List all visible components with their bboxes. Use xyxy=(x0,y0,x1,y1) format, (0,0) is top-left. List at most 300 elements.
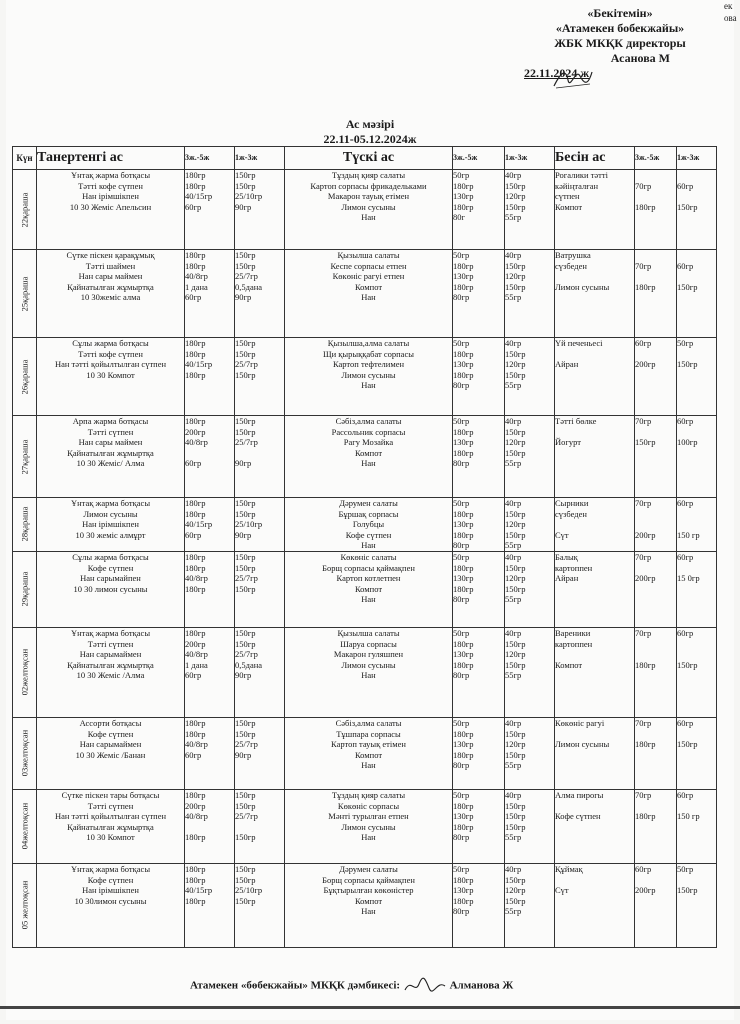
lunch-portion-3-5-line: 50гр xyxy=(453,170,470,180)
snack-dishes-line: Балық xyxy=(555,551,578,562)
lunch-portion-3-5-line: 180гр xyxy=(453,426,474,437)
lunch-portion-1-3-line: 150гр xyxy=(505,800,526,811)
header-snack-age2: 1ж-3ж xyxy=(677,147,717,170)
breakfast-portion-1-3 xyxy=(235,250,285,338)
snack-portion-1-3-line xyxy=(677,250,716,261)
lunch-portion-3-5 xyxy=(453,416,505,498)
lunch-dishes xyxy=(285,717,453,789)
breakfast-portion-3-5-line: 180гр xyxy=(185,832,206,843)
snack-portion-3-5-line: 200гр xyxy=(635,885,656,896)
breakfast-dishes xyxy=(37,627,185,717)
snack-portion-3-5-line: 60гр xyxy=(635,863,652,874)
lunch-dishes-line: Сәбіз,алма салаты xyxy=(335,416,402,426)
breakfast-dishes-line: Тәтті кофе сүтпен xyxy=(78,348,143,359)
snack-dishes-line: картоппен xyxy=(555,638,593,649)
snack-portion-1-3-line: 150 гр xyxy=(677,811,700,822)
breakfast-portion-1-3-line: 150гр xyxy=(235,250,256,260)
snack-dishes-line: Компот xyxy=(555,201,583,212)
breakfast-portion-1-3-line: 25/7гр xyxy=(235,437,258,448)
snack-dishes-line xyxy=(555,349,634,360)
lunch-portion-1-3-line: 150гр xyxy=(505,369,526,380)
lunch-portion-3-5 xyxy=(453,717,505,789)
breakfast-portion-3-5-line: 180гр xyxy=(185,562,206,573)
lunch-portion-3-5-line: 180гр xyxy=(453,201,474,212)
lunch-portion-3-5-line: 80гр xyxy=(453,832,470,843)
lunch-portion-1-3-line: 55гр xyxy=(505,670,522,681)
snack-portion-3-5 xyxy=(635,789,677,863)
snack-dishes-line: Компот xyxy=(555,659,583,670)
snack-portion-3-5-line xyxy=(635,170,676,181)
snack-dishes-line: Рогалики тәтті xyxy=(555,170,608,180)
lunch-portion-1-3-line: 150гр xyxy=(505,749,526,760)
breakfast-portion-1-3-line: 25/7гр xyxy=(235,359,258,370)
lunch-portion-3-5-line: 50гр xyxy=(453,250,470,260)
lunch-portion-1-3 xyxy=(505,498,555,552)
snack-dishes xyxy=(555,498,635,552)
breakfast-portion-1-3-line: 0,5дана xyxy=(235,659,263,670)
lunch-portion-3-5-line: 130гр xyxy=(453,271,474,282)
snack-portion-3-5-line xyxy=(635,271,676,282)
snack-portion-1-3-line: 60гр xyxy=(677,627,694,638)
snack-portion-3-5 xyxy=(635,250,677,338)
lunch-portion-1-3-line: 40гр xyxy=(505,338,522,348)
director-signature xyxy=(552,66,594,90)
day-cell xyxy=(13,498,37,552)
breakfast-dishes-line: Нан ірімшікпен xyxy=(82,519,139,530)
header-lunch: Түскі ас xyxy=(285,147,453,170)
breakfast-dishes-line: Нан сарымаймен xyxy=(79,739,142,750)
header-snack-age1: 3ж.-5ж xyxy=(635,147,677,170)
lunch-dishes-line: Бұршақ сорпасы xyxy=(338,508,399,519)
header-lunch-age1: 3ж.-5ж xyxy=(453,147,505,170)
breakfast-portion-3-5-line: 40/15гр xyxy=(185,885,213,896)
breakfast-portion-1-3-line: 90гр xyxy=(235,670,252,681)
snack-dishes xyxy=(555,416,635,498)
breakfast-portion-3-5 xyxy=(185,627,235,717)
lunch-dishes-line: Дәрумен салаты xyxy=(339,498,398,508)
lunch-portion-1-3-line: 55гр xyxy=(505,292,522,303)
lunch-portion-1-3-line: 55гр xyxy=(505,906,522,917)
breakfast-dishes-line: Ассорти ботқасы xyxy=(79,717,142,728)
lunch-portion-1-3 xyxy=(505,250,555,338)
lunch-portion-3-5 xyxy=(453,863,505,947)
snack-dishes xyxy=(555,627,635,717)
snack-portion-3-5-line xyxy=(635,509,676,520)
snack-portion-3-5 xyxy=(635,338,677,416)
breakfast-dishes-line: Лимон сусыны xyxy=(83,508,138,519)
menu-table xyxy=(12,146,717,948)
breakfast-portion-3-5-line: 60гр xyxy=(185,529,202,540)
lunch-portion-3-5-line: 50гр xyxy=(453,338,470,348)
lunch-portion-3-5-line: 80гр xyxy=(453,670,470,681)
lunch-portion-1-3-line: 150гр xyxy=(505,281,526,292)
breakfast-portion-1-3-line xyxy=(235,448,284,459)
lunch-portion-3-5-line: 130гр xyxy=(453,437,474,448)
lunch-portion-1-3-line: 55гр xyxy=(505,540,522,551)
breakfast-dishes-line: Тәтті сүтпен xyxy=(87,800,134,811)
breakfast-dishes xyxy=(37,717,185,789)
snack-portion-1-3-line: 60гр xyxy=(677,260,694,271)
snack-portion-3-5-line xyxy=(635,519,676,530)
breakfast-dishes-line: 10 30 Компот xyxy=(86,832,135,843)
breakfast-dishes-line: Ұнтақ жарма ботқасы xyxy=(70,627,151,638)
snack-portion-1-3-line xyxy=(677,191,716,202)
breakfast-portion-1-3-line: 90гр xyxy=(235,529,252,540)
lunch-dishes-line: Борщ сорпасы қаймақпен xyxy=(322,874,415,885)
snack-dishes-line: Лимон сусыны xyxy=(555,739,610,750)
lunch-dishes-line: Нан xyxy=(361,760,376,771)
breakfast-portion-1-3-line: 150гр xyxy=(235,728,256,739)
lunch-portion-1-3 xyxy=(505,551,555,627)
lunch-portion-3-5-line: 180гр xyxy=(453,508,474,519)
day-cell xyxy=(13,627,37,717)
lunch-portion-1-3-line: 120гр xyxy=(505,437,526,448)
lunch-dishes-line: Компот xyxy=(354,281,383,292)
lunch-portion-1-3-line: 150гр xyxy=(505,811,526,822)
lunch-dishes xyxy=(285,627,453,717)
breakfast-portion-3-5-line: 40/8гр xyxy=(185,437,208,448)
lunch-dishes-line: Кофе сүтпен xyxy=(345,529,392,540)
lunch-dishes-line: Тұздың қияр салаты xyxy=(331,170,406,180)
snack-portion-1-3-line: 150гр xyxy=(677,659,698,670)
breakfast-portion-1-3 xyxy=(235,498,285,552)
breakfast-portion-3-5 xyxy=(185,250,235,338)
breakfast-portion-3-5-line xyxy=(185,448,234,459)
breakfast-dishes-line: Нан ірімшікпен xyxy=(82,191,139,202)
lunch-portion-3-5-line: 80гр xyxy=(453,540,470,551)
lunch-portion-3-5-line: 130гр xyxy=(453,739,474,750)
breakfast-portion-3-5-line: 180гр xyxy=(185,260,206,271)
lunch-dishes-line: Нан xyxy=(361,380,376,391)
breakfast-dishes-line: Ұнтақ жарма ботқасы xyxy=(70,170,151,180)
breakfast-portion-1-3 xyxy=(235,789,285,863)
snack-dishes-line: Вареники xyxy=(555,627,591,638)
snack-dishes-line: картоппен xyxy=(555,562,593,573)
snack-dishes xyxy=(555,170,635,250)
snack-portion-3-5-line: 200гр xyxy=(635,359,656,370)
snack-portion-3-5-line: 70гр xyxy=(635,260,652,271)
snack-portion-3-5-line xyxy=(635,191,676,202)
lunch-portion-3-5-line: 180гр xyxy=(453,529,474,540)
lunch-dishes-line: Компот xyxy=(354,583,383,594)
approval-heading: «Бекітемін» xyxy=(587,6,653,20)
breakfast-dishes-line: Қайнатылған жұмыртқа xyxy=(67,281,154,292)
snack-portion-3-5-line: 70гр xyxy=(635,627,652,638)
lunch-portion-1-3 xyxy=(505,863,555,947)
lunch-dishes-line: Көкөніс салаты xyxy=(340,551,397,562)
lunch-portion-3-5-line: 80гр xyxy=(453,594,470,605)
day-date: 03желтоқсан xyxy=(19,730,30,777)
snack-portion-1-3-line: 60гр xyxy=(677,498,694,508)
breakfast-portion-1-3-line: 150гр xyxy=(235,638,256,649)
lunch-dishes-line: Лимон сусыны xyxy=(341,659,396,670)
breakfast-portion-1-3-line: 150гр xyxy=(235,789,256,800)
lunch-portion-1-3-line: 150гр xyxy=(505,874,526,885)
breakfast-dishes-line: 10 30 Жеміс Апельсин xyxy=(69,201,152,212)
breakfast-portion-3-5-line: 180гр xyxy=(185,717,206,728)
lunch-dishes-line: Кеспе сорпасы етпен xyxy=(330,260,407,271)
snack-dishes xyxy=(555,250,635,338)
lunch-portion-3-5-line: 50гр xyxy=(453,789,470,800)
breakfast-portion-1-3-line: 150гр xyxy=(235,895,256,906)
lunch-portion-1-3-line: 55гр xyxy=(505,380,522,391)
snack-portion-1-3 xyxy=(677,863,717,947)
menu-table-body xyxy=(13,170,717,948)
breakfast-portion-1-3-line: 150гр xyxy=(235,508,256,519)
snack-portion-3-5-line: 70гр xyxy=(635,551,652,562)
breakfast-dishes-line: Кофе сүтпен xyxy=(87,874,134,885)
day-date: 25қараша xyxy=(19,276,30,311)
breakfast-dishes-line: Тәтті шаймен xyxy=(85,260,136,271)
snack-dishes-line: Кофе сүтпен xyxy=(555,811,601,822)
lunch-portion-1-3-line: 40гр xyxy=(505,498,522,508)
breakfast-portion-3-5-line: 60гр xyxy=(185,749,202,760)
table-row xyxy=(13,498,717,552)
snack-portion-1-3-line xyxy=(677,349,716,360)
corner-text-2: ова xyxy=(724,13,737,23)
snack-dishes-line: Айран xyxy=(555,573,579,584)
breakfast-dishes-line: Тәтті кофе сүтпен xyxy=(78,180,143,191)
breakfast-portion-3-5-line: 40/8гр xyxy=(185,573,208,584)
lunch-portion-1-3-line: 150гр xyxy=(505,508,526,519)
snack-dishes-line: Тәтті бөлке xyxy=(555,416,597,426)
lunch-dishes xyxy=(285,789,453,863)
snack-portion-3-5 xyxy=(635,498,677,552)
snack-dishes-line xyxy=(555,519,634,530)
lunch-dishes xyxy=(285,551,453,627)
breakfast-portion-3-5-line: 1 дана xyxy=(185,659,208,670)
approval-block xyxy=(520,6,720,81)
lunch-dishes xyxy=(285,863,453,947)
snack-dishes-line: кәйіңталған xyxy=(555,180,599,191)
lunch-portion-3-5-line: 80гр xyxy=(453,458,470,469)
snack-portion-3-5-line: 60гр xyxy=(635,338,652,348)
footer-name: Алманова Ж xyxy=(449,979,514,992)
breakfast-portion-1-3-line: 90гр xyxy=(235,292,252,303)
day-date: 28қараша xyxy=(19,507,30,542)
lunch-dishes-line: Лимон сусыны xyxy=(341,821,396,832)
lunch-dishes-line: Щи қырыққабат сорпасы xyxy=(323,348,414,359)
scan-bottom-edge xyxy=(0,1006,740,1009)
lunch-dishes-line: Сәбіз,алма салаты xyxy=(335,717,402,728)
snack-dishes xyxy=(555,789,635,863)
breakfast-dishes xyxy=(37,250,185,338)
breakfast-portion-3-5-line: 60гр xyxy=(185,670,202,681)
lunch-portion-3-5-line: 180гр xyxy=(453,800,474,811)
breakfast-dishes xyxy=(37,789,185,863)
day-cell xyxy=(13,416,37,498)
lunch-dishes-line: Нан xyxy=(361,540,376,551)
lunch-portion-3-5-line: 180гр xyxy=(453,583,474,594)
snack-portion-3-5-line: 200гр xyxy=(635,529,656,540)
snack-dishes-line xyxy=(555,427,634,438)
snack-dishes-line xyxy=(555,649,634,660)
snack-dishes-line: сүзбеден xyxy=(555,260,587,271)
breakfast-portion-1-3-line: 150гр xyxy=(235,170,256,180)
breakfast-portion-1-3-line: 150гр xyxy=(235,800,256,811)
cook-signature xyxy=(403,976,447,996)
lunch-dishes-line: Шаруа сорпасы xyxy=(340,638,397,649)
breakfast-portion-1-3-line: 150гр xyxy=(235,348,256,359)
lunch-dishes xyxy=(285,250,453,338)
lunch-dishes-line: Бұқтырылған көкөністер xyxy=(323,885,414,896)
lunch-portion-3-5-line: 50гр xyxy=(453,717,470,728)
breakfast-portion-1-3-line: 25/7гр xyxy=(235,811,258,822)
lunch-dishes-line: Нан xyxy=(361,292,376,303)
snack-portion-1-3-line xyxy=(677,170,716,181)
corner-text-1: ек xyxy=(724,1,733,11)
day-date: 26қараша xyxy=(19,359,30,394)
lunch-dishes-line: Қызылша салаты xyxy=(337,250,400,260)
breakfast-portion-1-3-line: 150гр xyxy=(235,260,256,271)
snack-dishes xyxy=(555,863,635,947)
breakfast-dishes-line: Арпа жарма ботқасы xyxy=(72,416,149,426)
breakfast-dishes-line: Нан сары маймен xyxy=(78,271,143,282)
breakfast-portion-1-3-line: 150гр xyxy=(235,338,256,348)
snack-dishes-line: Үй печеньесі xyxy=(555,338,603,348)
snack-portion-1-3-line xyxy=(677,801,716,812)
lunch-portion-3-5-line: 180гр xyxy=(453,447,474,458)
breakfast-dishes-line: Кофе сүтпен xyxy=(87,562,134,573)
snack-dishes-line xyxy=(555,875,634,886)
lunch-portion-3-5-line: 130гр xyxy=(453,519,474,530)
lunch-dishes-line: Голубцы xyxy=(352,519,385,530)
day-date: 22қараша xyxy=(19,192,30,227)
snack-portion-3-5 xyxy=(635,863,677,947)
day-date: 02желтоқсан xyxy=(19,649,30,696)
snack-portion-1-3 xyxy=(677,789,717,863)
lunch-portion-1-3-line: 150гр xyxy=(505,638,526,649)
snack-portion-1-3-line: 50гр xyxy=(677,863,694,874)
lunch-portion-1-3-line: 55гр xyxy=(505,594,522,605)
breakfast-dishes-line: 10 30 жеміс алмұрт xyxy=(75,529,146,540)
lunch-portion-3-5 xyxy=(453,789,505,863)
breakfast-portion-1-3-line: 150гр xyxy=(235,498,256,508)
snack-portion-1-3-line xyxy=(677,649,716,660)
lunch-portion-1-3-line: 150гр xyxy=(505,562,526,573)
breakfast-portion-3-5-line: 180гр xyxy=(185,789,206,800)
lunch-portion-1-3-line: 40гр xyxy=(505,416,522,426)
snack-portion-1-3 xyxy=(677,717,717,789)
breakfast-dishes-line: Нан тәтті қойылтылған сүтпен xyxy=(54,359,167,370)
snack-dishes xyxy=(555,338,635,416)
lunch-portion-3-5-line: 180гр xyxy=(453,638,474,649)
snack-portion-3-5-line xyxy=(635,875,676,886)
day-cell xyxy=(13,551,37,627)
lunch-portion-3-5 xyxy=(453,551,505,627)
snack-portion-1-3-line xyxy=(677,509,716,520)
breakfast-portion-3-5 xyxy=(185,416,235,498)
lunch-portion-1-3-line: 150гр xyxy=(505,659,526,670)
lunch-dishes-line: Макарон гуляшпен xyxy=(333,649,404,660)
breakfast-portion-1-3-line: 150гр xyxy=(235,627,256,638)
snack-portion-1-3-line xyxy=(677,639,716,650)
breakfast-dishes xyxy=(37,551,185,627)
breakfast-portion-3-5-line: 180гр xyxy=(185,863,206,874)
lunch-dishes-line: Компот xyxy=(354,447,383,458)
snack-portion-3-5 xyxy=(635,416,677,498)
snack-portion-1-3 xyxy=(677,416,717,498)
snack-portion-3-5-line xyxy=(635,563,676,574)
breakfast-portion-1-3-line: 25/7гр xyxy=(235,739,258,750)
lunch-portion-1-3 xyxy=(505,717,555,789)
snack-dishes-line: сүтпен xyxy=(555,191,580,202)
table-row xyxy=(13,551,717,627)
snack-portion-3-5-line xyxy=(635,349,676,360)
lunch-portion-3-5-line: 130гр xyxy=(453,649,474,660)
lunch-dishes-line: Борщ сорпасы қаймақпен xyxy=(322,562,415,573)
lunch-portion-3-5 xyxy=(453,250,505,338)
snack-dishes-line: Ватрушка xyxy=(555,250,591,260)
snack-portion-3-5-line: 180гр xyxy=(635,739,656,750)
lunch-portion-1-3-line: 40гр xyxy=(505,863,522,874)
breakfast-portion-3-5-line: 40/15гр xyxy=(185,359,213,370)
lunch-dishes-line: Дәрумен салаты xyxy=(339,863,398,874)
table-row xyxy=(13,250,717,338)
lunch-portion-1-3-line: 150гр xyxy=(505,426,526,437)
breakfast-portion-1-3-line: 90гр xyxy=(235,749,252,760)
breakfast-portion-3-5-line: 180гр xyxy=(185,338,206,348)
breakfast-dishes-line: 10 30 лимон сусыны xyxy=(73,583,148,594)
breakfast-dishes-line: Қайнатылған жұмыртқа xyxy=(67,447,154,458)
lunch-dishes xyxy=(285,338,453,416)
breakfast-portion-1-3 xyxy=(235,170,285,250)
breakfast-dishes xyxy=(37,416,185,498)
snack-portion-1-3 xyxy=(677,170,717,250)
breakfast-dishes-line: Қайнатылған жұмыртқа xyxy=(67,821,154,832)
breakfast-portion-1-3-line: 0,5дана xyxy=(235,281,263,292)
approval-director-name: Асанова М xyxy=(610,51,670,65)
snack-portion-3-5-line: 70гр xyxy=(635,789,652,800)
snack-dishes-line xyxy=(555,801,634,812)
lunch-portion-3-5-line: 180гр xyxy=(453,369,474,380)
breakfast-portion-3-5-line: 40/15гр xyxy=(185,191,213,202)
header-breakfast-age2: 1ж-3ж xyxy=(235,147,285,170)
breakfast-portion-1-3-line: 150гр xyxy=(235,863,256,874)
breakfast-dishes-line: 10 30 Жеміс/ Алма xyxy=(76,458,145,469)
lunch-portion-1-3 xyxy=(505,627,555,717)
breakfast-portion-3-5-line: 180гр xyxy=(185,348,206,359)
lunch-dishes-line: Тұздың қияр салаты xyxy=(331,789,406,800)
breakfast-portion-1-3 xyxy=(235,717,285,789)
breakfast-portion-3-5-line: 40/8гр xyxy=(185,811,208,822)
snack-portion-3-5-line xyxy=(635,649,676,660)
lunch-portion-1-3-line: 55гр xyxy=(505,458,522,469)
lunch-portion-3-5-line: 180гр xyxy=(453,562,474,573)
breakfast-portion-1-3-line: 25/7гр xyxy=(235,271,258,282)
lunch-dishes xyxy=(285,416,453,498)
breakfast-dishes-line: 10 30 Компот xyxy=(86,369,135,380)
snack-portion-1-3-line: 150гр xyxy=(677,359,698,370)
snack-dishes-line: Алма пирогы xyxy=(555,789,604,800)
breakfast-portion-3-5-line: 180гр xyxy=(185,250,206,260)
breakfast-dishes-line: Нан ірімшікпен xyxy=(82,885,139,896)
snack-portion-3-5-line: 70гр xyxy=(635,717,652,728)
breakfast-portion-3-5-line: 40/8гр xyxy=(185,649,208,660)
breakfast-dishes-line: 10 30 Жеміс /Банан xyxy=(75,749,146,760)
table-row xyxy=(13,863,717,947)
breakfast-portion-1-3-line: 25/10гр xyxy=(235,191,263,202)
snack-dishes-line: Құймақ xyxy=(555,863,583,874)
snack-dishes-line xyxy=(555,271,634,282)
approval-date: 22.11.2024 ж xyxy=(524,66,590,80)
breakfast-portion-1-3-line: 25/10гр xyxy=(235,519,263,530)
lunch-dishes xyxy=(285,170,453,250)
breakfast-portion-3-5-line xyxy=(185,822,234,833)
day-date: 29қараша xyxy=(19,572,30,607)
breakfast-portion-3-5-line: 180гр xyxy=(185,498,206,508)
lunch-dishes-line: Нан xyxy=(361,594,376,605)
